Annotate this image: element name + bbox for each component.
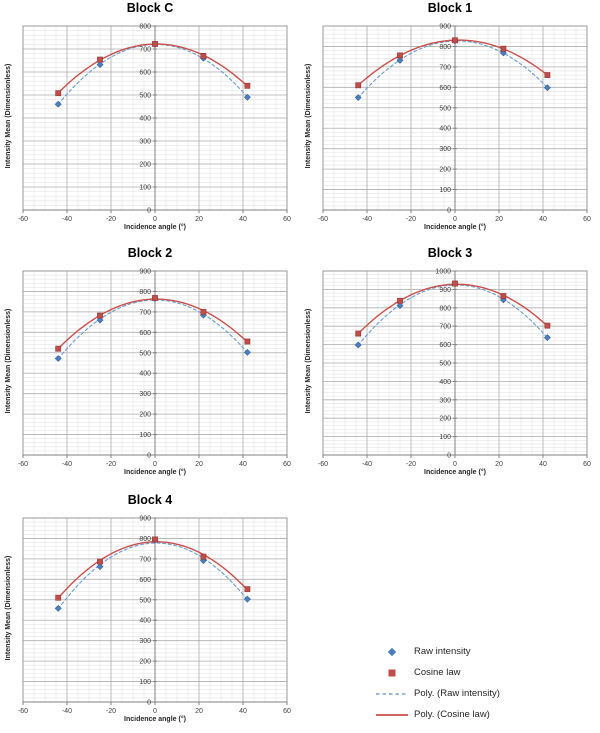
legend-item-cosine-law [374, 662, 554, 683]
svg-text:-40: -40 [61, 708, 73, 715]
svg-text:400: 400 [439, 125, 451, 133]
svg-text:100: 100 [439, 187, 451, 195]
chart-block-1 [302, 0, 598, 238]
legend-label: Raw intensity [414, 646, 471, 657]
svg-text:300: 300 [439, 146, 451, 154]
svg-text:800: 800 [439, 43, 451, 51]
legend-item-raw-intensity [374, 641, 554, 662]
svg-text:40: 40 [539, 461, 547, 468]
svg-text:-60: -60 [17, 708, 29, 715]
svg-text:-60: -60 [317, 216, 329, 223]
svg-text:400: 400 [139, 617, 151, 625]
svg-text:-60: -60 [17, 461, 29, 468]
svg-text:0: 0 [453, 216, 457, 223]
svg-text:1000: 1000 [435, 268, 451, 276]
svg-text:-60: -60 [317, 461, 329, 468]
svg-text:700: 700 [139, 46, 151, 54]
svg-text:0: 0 [153, 708, 157, 715]
x-axis-title: Incidence angle (°) [124, 716, 186, 723]
chart-title: Block 1 [427, 1, 473, 15]
svg-text:500: 500 [439, 105, 451, 113]
legend-item-poly-raw-intensity [374, 683, 554, 704]
y-axis-title: Intensity Mean (Dimensionless) [5, 555, 12, 661]
x-axis-title: Incidence angle (°) [124, 224, 186, 231]
svg-text:0: 0 [147, 699, 151, 707]
svg-text:-40: -40 [61, 216, 73, 223]
svg-text:40: 40 [239, 708, 247, 715]
svg-text:600: 600 [139, 69, 151, 77]
svg-text:0: 0 [447, 207, 451, 215]
svg-text:500: 500 [139, 92, 151, 100]
svg-text:900: 900 [139, 515, 151, 523]
svg-text:60: 60 [283, 461, 291, 468]
svg-text:600: 600 [139, 576, 151, 584]
svg-text:700: 700 [139, 556, 151, 564]
svg-text:-20: -20 [405, 216, 417, 223]
svg-text:200: 200 [139, 411, 151, 419]
legend-item-poly-cosine-law [374, 704, 554, 725]
svg-text:-40: -40 [361, 216, 373, 223]
svg-text:900: 900 [439, 286, 451, 294]
svg-text:400: 400 [139, 370, 151, 378]
cosine-law-square-icon [374, 667, 410, 679]
svg-text:400: 400 [439, 378, 451, 386]
svg-text:900: 900 [139, 268, 151, 276]
svg-text:100: 100 [139, 679, 151, 687]
svg-text:500: 500 [139, 350, 151, 358]
svg-text:500: 500 [139, 597, 151, 605]
plot-area [2, 492, 298, 730]
svg-text:40: 40 [539, 216, 547, 223]
chart-legend [374, 641, 554, 725]
svg-text:0: 0 [153, 216, 157, 223]
svg-text:20: 20 [195, 461, 203, 468]
svg-text:60: 60 [583, 461, 591, 468]
plot-area [2, 0, 298, 238]
x-axis-title: Incidence angle (°) [124, 469, 186, 476]
y-axis-title: Intensity Mean (Dimensionless) [305, 308, 312, 414]
svg-text:800: 800 [139, 23, 151, 31]
svg-text:400: 400 [139, 115, 151, 123]
svg-text:200: 200 [439, 166, 451, 174]
svg-text:500: 500 [439, 360, 451, 368]
svg-text:-20: -20 [105, 216, 117, 223]
svg-text:800: 800 [439, 305, 451, 313]
svg-text:0: 0 [447, 452, 451, 460]
svg-text:0: 0 [147, 452, 151, 460]
poly-raw-dashed-line-icon [374, 688, 410, 700]
svg-text:40: 40 [239, 216, 247, 223]
svg-text:0: 0 [453, 461, 457, 468]
y-axis-title: Intensity Mean (Dimensionless) [305, 63, 312, 169]
svg-text:20: 20 [195, 708, 203, 715]
y-axis-title: Intensity Mean (Dimensionless) [5, 308, 12, 414]
svg-text:300: 300 [139, 638, 151, 646]
svg-text:20: 20 [195, 216, 203, 223]
svg-text:600: 600 [139, 329, 151, 337]
svg-text:900: 900 [439, 23, 451, 31]
svg-text:100: 100 [139, 432, 151, 440]
x-axis-title: Incidence angle (°) [424, 224, 486, 231]
svg-text:200: 200 [439, 415, 451, 423]
plot-area [302, 0, 598, 238]
legend-label: Poly. (Cosine law) [414, 709, 490, 720]
svg-text:300: 300 [139, 391, 151, 399]
poly-cosine-solid-line-icon [374, 709, 410, 721]
svg-text:800: 800 [139, 288, 151, 296]
svg-text:40: 40 [239, 461, 247, 468]
svg-text:20: 20 [495, 216, 503, 223]
svg-text:-20: -20 [105, 708, 117, 715]
svg-text:-40: -40 [61, 461, 73, 468]
raw-intensity-diamond-icon [374, 646, 410, 658]
svg-text:600: 600 [439, 342, 451, 350]
svg-text:-20: -20 [405, 461, 417, 468]
svg-text:600: 600 [439, 84, 451, 92]
svg-text:100: 100 [439, 434, 451, 442]
svg-text:300: 300 [439, 397, 451, 405]
chart-block-4 [2, 492, 298, 730]
svg-text:700: 700 [139, 309, 151, 317]
svg-text:700: 700 [439, 64, 451, 72]
svg-text:60: 60 [283, 216, 291, 223]
svg-text:800: 800 [139, 535, 151, 543]
svg-text:60: 60 [583, 216, 591, 223]
plot-area [302, 245, 598, 483]
svg-text:0: 0 [147, 207, 151, 215]
svg-text:300: 300 [139, 138, 151, 146]
svg-text:-60: -60 [17, 216, 29, 223]
y-axis-title: Intensity Mean (Dimensionless) [5, 63, 12, 169]
svg-text:700: 700 [439, 323, 451, 331]
svg-text:20: 20 [495, 461, 503, 468]
legend-label: Cosine law [414, 667, 461, 678]
chart-block-c [2, 0, 298, 238]
svg-text:100: 100 [139, 184, 151, 192]
chart-title: Block 3 [427, 246, 473, 260]
legend-label: Poly. (Raw intensity) [414, 688, 500, 699]
svg-text:200: 200 [139, 161, 151, 169]
svg-text:60: 60 [283, 708, 291, 715]
svg-text:-20: -20 [105, 461, 117, 468]
chart-block-2 [2, 245, 298, 483]
chart-title: Block C [126, 1, 174, 15]
svg-text:0: 0 [153, 461, 157, 468]
plot-area [2, 245, 298, 483]
chart-block-3 [302, 245, 598, 483]
x-axis-title: Incidence angle (°) [424, 469, 486, 476]
svg-text:-40: -40 [361, 461, 373, 468]
chart-title: Block 2 [127, 246, 173, 260]
chart-title: Block 4 [127, 493, 173, 507]
svg-text:200: 200 [139, 658, 151, 666]
